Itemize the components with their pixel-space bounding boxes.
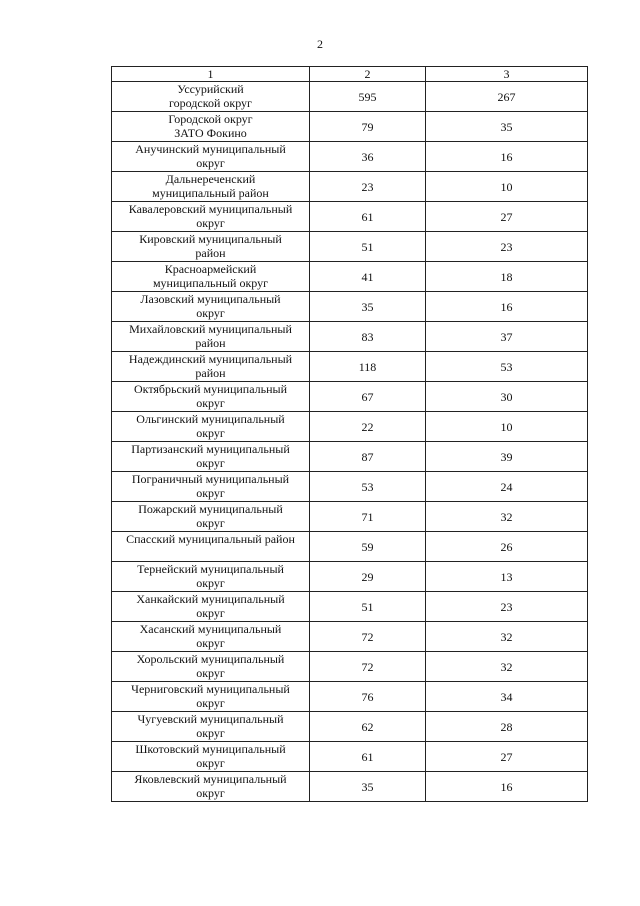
value-cell-col2: 35 — [310, 772, 426, 802]
territory-name-line: округ — [196, 306, 225, 320]
value-cell-col2: 67 — [310, 382, 426, 412]
value-cell-col3: 16 — [426, 292, 588, 322]
table-row — [112, 142, 588, 172]
value-cell-col3: 10 — [426, 172, 588, 202]
value-cell-col3: 16 — [426, 772, 588, 802]
value-cell-col3: 10 — [426, 412, 588, 442]
value-cell-col3: 37 — [426, 322, 588, 352]
value-cell-col3: 28 — [426, 712, 588, 742]
value-cell-col2: 61 — [310, 202, 426, 232]
territory-name-line: округ — [196, 426, 225, 440]
value-cell-col3: 27 — [426, 742, 588, 772]
territory-name-line: район — [195, 366, 226, 380]
territory-name-cell — [112, 202, 310, 232]
territory-name-cell — [112, 382, 310, 412]
value-cell-col2: 35 — [310, 292, 426, 322]
territory-name-cell — [112, 412, 310, 442]
territory-name-cell — [112, 262, 310, 292]
territory-name-cell — [112, 322, 310, 352]
table-row — [112, 352, 588, 382]
value-cell-col3: 16 — [426, 142, 588, 172]
data-table — [111, 66, 588, 802]
territory-name-line: округ — [196, 666, 225, 680]
territory-name-cell — [112, 652, 310, 682]
territory-name-line: Октябрьский муниципальный — [133, 382, 288, 396]
table-row — [112, 232, 588, 262]
table-row — [112, 262, 588, 292]
territory-name-cell — [112, 532, 310, 562]
value-cell-col2: 118 — [310, 352, 426, 382]
territory-name-line: Яковлевский муниципальный — [134, 772, 287, 786]
territory-name-line: Лазовский муниципальный — [140, 292, 281, 306]
table-row — [112, 502, 588, 532]
territory-name-line: округ — [196, 396, 225, 410]
territory-name-line: округ — [196, 216, 225, 230]
value-cell-col2: 72 — [310, 652, 426, 682]
territory-name-line: Ольгинский муниципальный — [136, 412, 285, 426]
territory-name-line: муниципальный район — [152, 186, 269, 200]
territory-name-cell — [112, 772, 310, 802]
value-cell-col3: 35 — [426, 112, 588, 142]
territory-name-line: ЗАТО Фокино — [174, 126, 247, 140]
value-cell-col3: 34 — [426, 682, 588, 712]
territory-name-cell — [112, 142, 310, 172]
territory-name-line: округ — [196, 516, 225, 530]
territory-name-cell — [112, 352, 310, 382]
territory-name-line: округ — [196, 456, 225, 470]
territory-name-line: Михайловский муниципальный — [129, 322, 292, 336]
value-cell-col2: 51 — [310, 592, 426, 622]
territory-name-line: Пожарский муниципальный — [138, 502, 283, 516]
territory-name-cell — [112, 712, 310, 742]
territory-name-cell — [112, 172, 310, 202]
value-cell-col2: 79 — [310, 112, 426, 142]
territory-name-line: Спасский муниципальный район — [126, 532, 295, 546]
territory-name-line: Анучинский муниципальный — [135, 142, 286, 156]
value-cell-col2: 76 — [310, 682, 426, 712]
value-cell-col2: 41 — [310, 262, 426, 292]
page-number: 2 — [317, 37, 323, 51]
table-row — [112, 442, 588, 472]
header-row — [112, 67, 588, 82]
territory-name-cell — [112, 82, 310, 112]
table-row — [112, 202, 588, 232]
value-cell-col2: 53 — [310, 472, 426, 502]
territory-name-line: округ — [196, 606, 225, 620]
value-cell-col2: 71 — [310, 502, 426, 532]
value-cell-col2: 23 — [310, 172, 426, 202]
table-row — [112, 82, 588, 112]
table-row — [112, 292, 588, 322]
territory-name-line: округ — [196, 636, 225, 650]
territory-name-cell — [112, 682, 310, 712]
table-row — [112, 532, 588, 562]
territory-name-cell — [112, 112, 310, 142]
value-cell-col3: 32 — [426, 652, 588, 682]
territory-name-line: Черниговский муниципальный — [131, 682, 290, 696]
value-cell-col2: 29 — [310, 562, 426, 592]
territory-name-cell — [112, 592, 310, 622]
table-row — [112, 322, 588, 352]
value-cell-col2: 22 — [310, 412, 426, 442]
territory-name-line: район — [195, 336, 226, 350]
territory-name-cell — [112, 472, 310, 502]
value-cell-col2: 61 — [310, 742, 426, 772]
territory-name-line: Хорольский муниципальный — [136, 652, 285, 666]
table-header — [112, 67, 588, 82]
territory-name-line: округ — [196, 156, 225, 170]
territory-name-line: Партизанский муниципальный — [131, 442, 290, 456]
territory-name-line: Городской округ — [168, 112, 253, 126]
table-row — [112, 622, 588, 652]
territory-name-line: Кавалеровский муниципальный — [128, 202, 293, 216]
table-row — [112, 172, 588, 202]
territory-name-line: Уссурийский — [177, 82, 244, 96]
territory-name-line: Шкотовский муниципальный — [135, 742, 286, 756]
table-row — [112, 112, 588, 142]
value-cell-col3: 39 — [426, 442, 588, 472]
value-cell-col3: 23 — [426, 592, 588, 622]
territory-name-line: Пограничный муниципальный — [131, 472, 290, 486]
table-row — [112, 652, 588, 682]
value-cell-col2: 87 — [310, 442, 426, 472]
table-row — [112, 382, 588, 412]
value-cell-col2: 59 — [310, 532, 426, 562]
territory-name-cell — [112, 622, 310, 652]
territory-name-cell — [112, 442, 310, 472]
value-cell-col2: 36 — [310, 142, 426, 172]
territory-name-line: Чугуевский муниципальный — [137, 712, 284, 726]
value-cell-col3: 53 — [426, 352, 588, 382]
value-cell-col3: 13 — [426, 562, 588, 592]
table-body — [112, 82, 588, 802]
header-cell-col1: 1 — [112, 67, 310, 82]
territory-name-line: округ — [196, 486, 225, 500]
territory-name-line: городской округ — [169, 96, 252, 110]
value-cell-col3: 18 — [426, 262, 588, 292]
table-row — [112, 472, 588, 502]
value-cell-col2: 595 — [310, 82, 426, 112]
value-cell-col2: 72 — [310, 622, 426, 652]
territory-name-line: Надеждинский муниципальный — [128, 352, 293, 366]
table-row — [112, 742, 588, 772]
territory-name-line: Дальнереченский — [165, 172, 256, 186]
value-cell-col2: 51 — [310, 232, 426, 262]
value-cell-col3: 23 — [426, 232, 588, 262]
territory-name-cell — [112, 562, 310, 592]
territory-name-line: округ — [196, 786, 225, 800]
territory-name-line: округ — [196, 756, 225, 770]
table-row — [112, 592, 588, 622]
territory-name-line: район — [195, 246, 226, 260]
table-row — [112, 712, 588, 742]
value-cell-col2: 83 — [310, 322, 426, 352]
territory-name-line: Ханкайский муниципальный — [136, 592, 285, 606]
territory-name-line: Тернейский муниципальный — [137, 562, 284, 576]
table-row — [112, 772, 588, 802]
territory-name-cell — [112, 232, 310, 262]
territory-name-line: округ — [196, 576, 225, 590]
value-cell-col3: 24 — [426, 472, 588, 502]
value-cell-col3: 267 — [426, 82, 588, 112]
territory-name-line: Красноармейский — [164, 262, 257, 276]
value-cell-col3: 30 — [426, 382, 588, 412]
header-cell-col3: 3 — [426, 67, 588, 82]
header-cell-col2: 2 — [310, 67, 426, 82]
table-row — [112, 562, 588, 592]
table-row — [112, 682, 588, 712]
territory-name-line: Хасанский муниципальный — [139, 622, 282, 636]
territory-name-line: округ — [196, 696, 225, 710]
territory-name-cell — [112, 502, 310, 532]
value-cell-col3: 27 — [426, 202, 588, 232]
territory-name-line: муниципальный округ — [152, 276, 269, 290]
territory-name-cell — [112, 292, 310, 322]
table-row — [112, 412, 588, 442]
value-cell-col2: 62 — [310, 712, 426, 742]
territory-name-cell — [112, 742, 310, 772]
value-cell-col3: 32 — [426, 622, 588, 652]
value-cell-col3: 32 — [426, 502, 588, 532]
territory-name-line: Кировский муниципальный — [139, 232, 282, 246]
territory-name-line: округ — [196, 726, 225, 740]
value-cell-col3: 26 — [426, 532, 588, 562]
